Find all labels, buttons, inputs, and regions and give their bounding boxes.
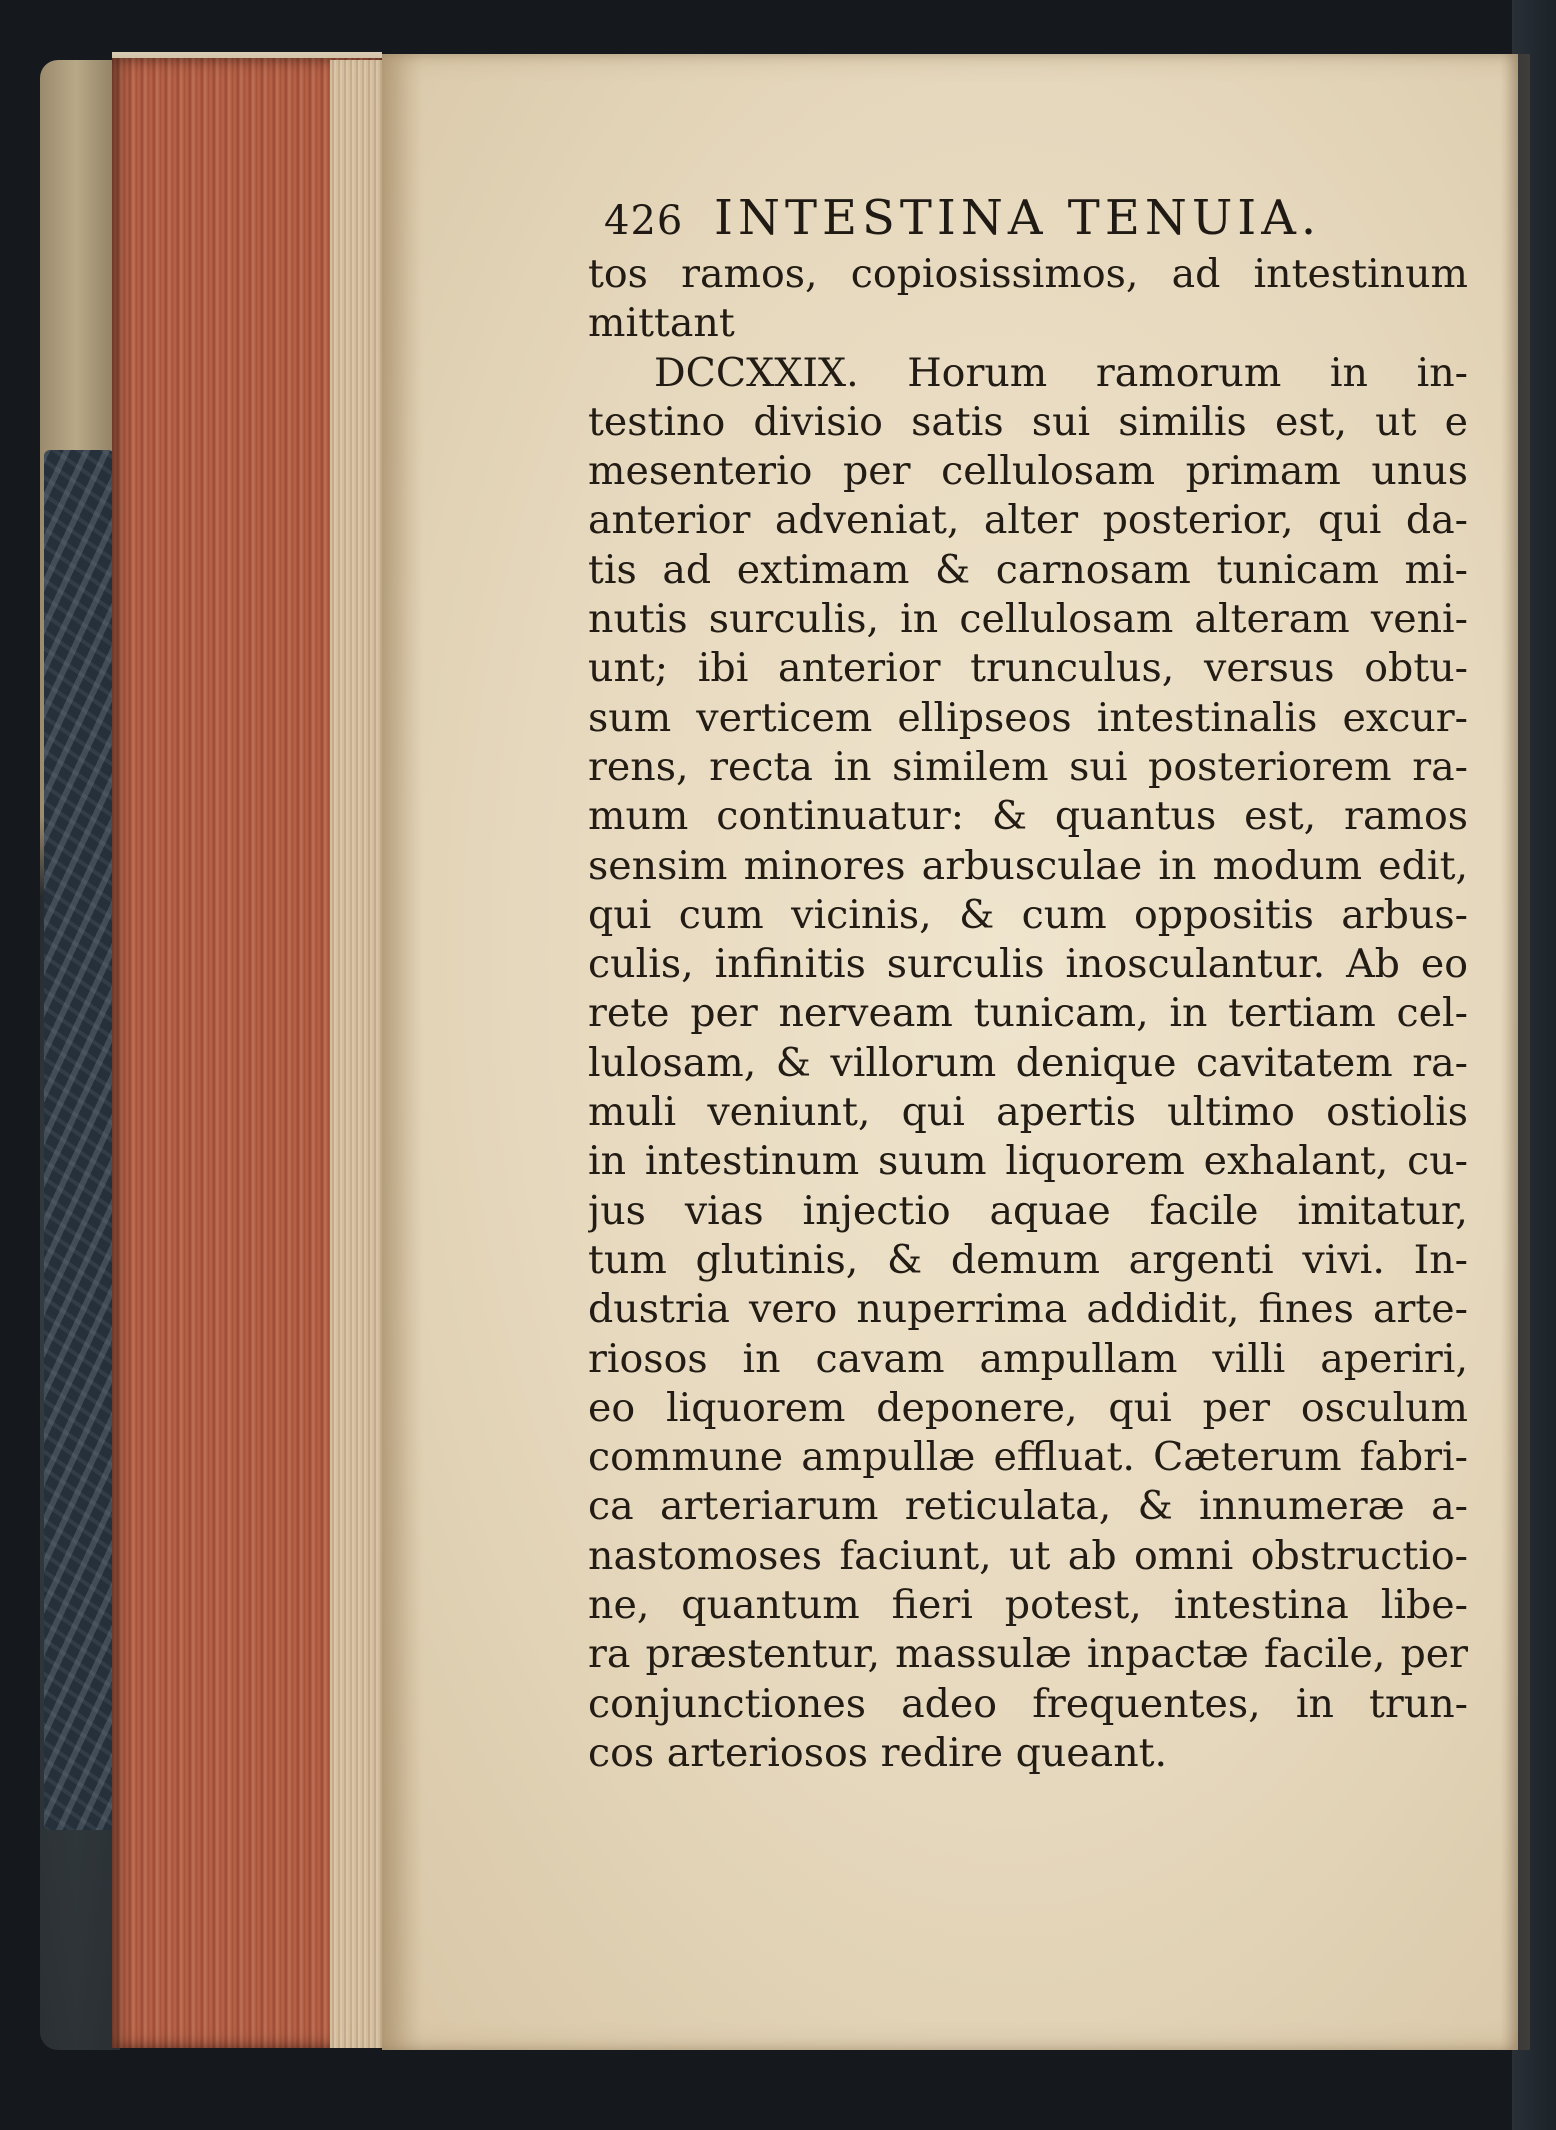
text-line: cos arteriosos redire queant. xyxy=(588,1729,1168,1776)
text-line: tum glutinis, & demum argenti vivi. In- xyxy=(588,1236,1468,1283)
text-line: nastomoses faciunt, ut ab omni obstructio- xyxy=(588,1532,1468,1579)
text-line: muli veniunt, qui apertis ultimo ostiolis xyxy=(588,1089,1468,1136)
text-line: nutis surculis, in cellulosam alteram veni- xyxy=(588,596,1468,643)
text-line: sensim minores arbusculae in modum edit, xyxy=(588,842,1468,889)
text-line: conjunctiones adeo frequentes, in trun- xyxy=(588,1680,1468,1727)
text-line: rens, recta in similem sui posteriorem ra- xyxy=(588,743,1468,790)
page-stack-edge xyxy=(330,60,386,2048)
text-line: mesenterio per cellulosam primam unus xyxy=(588,448,1468,495)
text-line: rete per nerveam tunicam, in tertiam cel- xyxy=(588,990,1468,1037)
text-line: ne, quantum fieri potest, intestina libe- xyxy=(588,1582,1468,1629)
text-line: in intestinum suum liquorem exhalant, cu- xyxy=(588,1138,1468,1185)
text-line: qui cum vicinis, & cum oppositis arbus- xyxy=(588,891,1468,938)
text-line: lulosam, & villorum denique cavitatem ra- xyxy=(588,1039,1468,1086)
text-line: commune ampullæ effluat. Cæterum fabri- xyxy=(588,1434,1468,1481)
text-line: anterior adveniat, alter posterior, qui da- xyxy=(588,497,1468,544)
page-outer-edge xyxy=(1500,54,1530,2050)
body-text xyxy=(588,250,1468,1778)
text-line: jus vias injectio aquae facile imitatur, xyxy=(588,1187,1468,1234)
text-line: sum verticem ellipseos intestinalis excur- xyxy=(588,694,1468,741)
text-line: dustria vero nuperrima addidit, fines arte- xyxy=(588,1286,1468,1333)
page-gutter-shadow xyxy=(382,54,422,2050)
text-line: ca arteriarum reticulata, & innumeræ a- xyxy=(588,1483,1468,1530)
text-line: unt; ibi anterior trunculus, versus obtu- xyxy=(588,645,1468,692)
text-line: ra præstentur, massulæ inpactæ facile, per xyxy=(588,1631,1468,1678)
text-line: tis ad extimam & carnosam tunicam mi- xyxy=(588,546,1468,593)
text-line: riosos in cavam ampullam villi aperiri, xyxy=(588,1335,1468,1382)
marbled-cover-paper xyxy=(44,450,114,1830)
text-line: culis, infinitis surculis inosculantur. Ab eo xyxy=(588,941,1468,988)
page-number: 426 xyxy=(604,198,684,244)
text-line: testino divisio satis sui similis est, ut e xyxy=(588,398,1468,445)
text-line: mittant xyxy=(588,300,735,347)
running-title: INTESTINA TENUIA. xyxy=(714,190,1322,246)
text-line: tos ramos, copiosissimos, ad intestinum xyxy=(588,251,1468,297)
text-line: mum continuatur: & quantus est, ramos xyxy=(588,793,1468,840)
section-start-line: DCCXXIX. Horum ramorum in in- xyxy=(654,349,1468,396)
text-line: eo liquorem deponere, qui per osculum xyxy=(588,1384,1468,1431)
